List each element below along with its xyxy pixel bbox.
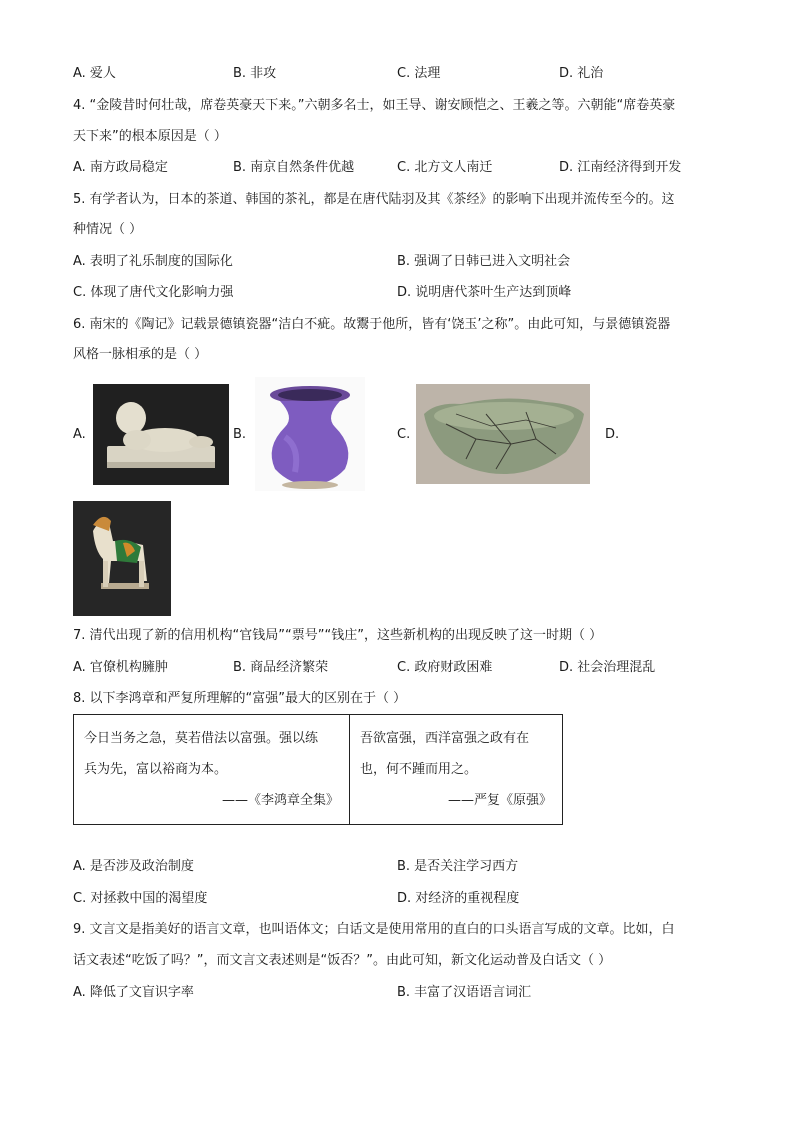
tang-sancai-horse-image[interactable] bbox=[73, 501, 171, 616]
q7-option-c[interactable]: C. 政府财政困难 bbox=[397, 660, 493, 675]
purple-jar-image[interactable] bbox=[255, 377, 365, 491]
q4-stem-line2: 天下来”的根本原因是（ ） bbox=[73, 129, 227, 144]
q5-stem-line1: 5. 有学者认为，日本的茶道、韩国的茶礼，都是在唐代陆羽及其《茶经》的影响下出现并流传至今的。这 bbox=[73, 192, 675, 207]
q7-option-a[interactable]: A. 官僚机构臃肿 bbox=[73, 660, 168, 675]
q5-option-d[interactable]: D. 说明唐代茶叶生产达到顶峰 bbox=[397, 285, 572, 300]
q8-left-text2: 兵为先，富以裕商为本。 bbox=[84, 762, 228, 777]
q3-option-c[interactable]: C. 法理 bbox=[397, 66, 441, 81]
q8-option-c[interactable]: C. 对拯救中国的渴望度 bbox=[73, 891, 208, 906]
q3-option-b[interactable]: B. 非攻 bbox=[233, 66, 277, 81]
q7-stem: 7. 清代出现了新的信用机构“官钱局”“票号”“钱庄”，这些新机构的出现反映了这一时期（ ） bbox=[73, 628, 603, 643]
q9-option-a[interactable]: A. 降低了文盲识字率 bbox=[73, 985, 194, 1000]
q6-stem-line1: 6. 南宋的《陶记》记载景德镇瓷器“洁白不疵。故鬻于他所，皆有‘饶玉’之称”。由此可知，与景德镇瓷器 bbox=[73, 317, 671, 332]
crackle-glaze-bowl-icon bbox=[416, 384, 590, 484]
q7-option-b[interactable]: B. 商品经济繁荣 bbox=[233, 660, 329, 675]
q6-label-d[interactable]: D. bbox=[605, 427, 620, 442]
q4-option-d[interactable]: D. 江南经济得到开发 bbox=[559, 160, 682, 175]
q5-option-b[interactable]: B. 强调了日韩已进入文明社会 bbox=[397, 254, 571, 269]
q6-label-c[interactable]: C. bbox=[397, 427, 411, 442]
q8-option-b[interactable]: B. 是否关注学习西方 bbox=[397, 859, 519, 874]
q3-option-a[interactable]: A. 爱人 bbox=[73, 66, 116, 81]
q5-option-a[interactable]: A. 表明了礼乐制度的国际化 bbox=[73, 254, 233, 269]
q8-left-source: ——《李鸿章全集》 bbox=[221, 793, 339, 808]
q8-right-text2: 也，何不踵而用之。 bbox=[360, 762, 478, 777]
q8-left-quote bbox=[74, 715, 350, 825]
q5-option-c[interactable]: C. 体现了唐代文化影响力强 bbox=[73, 285, 234, 300]
tang-sancai-horse-icon bbox=[73, 501, 171, 616]
q8-right-source: ——严复《原强》 bbox=[447, 793, 552, 808]
q8-left-text1: 今日当务之急，莫若借法以富强。强以练 bbox=[84, 731, 319, 746]
q8-option-d[interactable]: D. 对经济的重视程度 bbox=[397, 891, 520, 906]
q9-stem-line1: 9. 文言文是指美好的语言文章，也叫语体文；白话文是使用常用的直白的口头语言写成的文章。比如，白 bbox=[73, 922, 675, 937]
q6-stem-line2: 风格一脉相承的是（ ） bbox=[73, 347, 208, 362]
q4-option-c[interactable]: C. 北方文人南迁 bbox=[397, 160, 493, 175]
q9-option-b[interactable]: B. 丰富了汉语语言词汇 bbox=[397, 985, 532, 1000]
purple-jar-icon bbox=[255, 377, 365, 491]
q4-option-b[interactable]: B. 南京自然条件优越 bbox=[233, 160, 355, 175]
q6-label-a[interactable]: A. bbox=[73, 427, 86, 442]
reclining-child-pillow-icon bbox=[93, 384, 229, 485]
reclining-child-pillow-image[interactable] bbox=[93, 384, 229, 485]
q8-stem: 8. 以下李鸿章和严复所理解的“富强”最大的区别在于（ ） bbox=[73, 691, 407, 706]
q4-stem-line1: 4. “金陵昔时何壮哉，席卷英豪天下来。”六朝多名士，如王导、谢安顾恺之、王羲之等。六朝能“席卷英豪 bbox=[73, 98, 676, 113]
crackle-glaze-bowl-image[interactable] bbox=[416, 384, 590, 484]
q6-label-b[interactable]: B. bbox=[233, 427, 247, 442]
q9-stem-line2: 话文表述“吃饭了吗？”，而文言文表述则是“饭否？”。由此可知，新文化运动普及白话文（ ） bbox=[73, 953, 612, 968]
q4-option-a[interactable]: A. 南方政局稳定 bbox=[73, 160, 168, 175]
q8-quote-table bbox=[73, 714, 563, 825]
q3-option-d[interactable]: D. 礼治 bbox=[559, 66, 604, 81]
q8-right-quote bbox=[350, 715, 563, 825]
q7-option-d[interactable]: D. 社会治理混乱 bbox=[559, 660, 656, 675]
q8-right-text1: 吾欲富强，西洋富强之政有在 bbox=[360, 731, 530, 746]
q8-option-a[interactable]: A. 是否涉及政治制度 bbox=[73, 859, 194, 874]
q5-stem-line2: 种情况（ ） bbox=[73, 222, 143, 237]
